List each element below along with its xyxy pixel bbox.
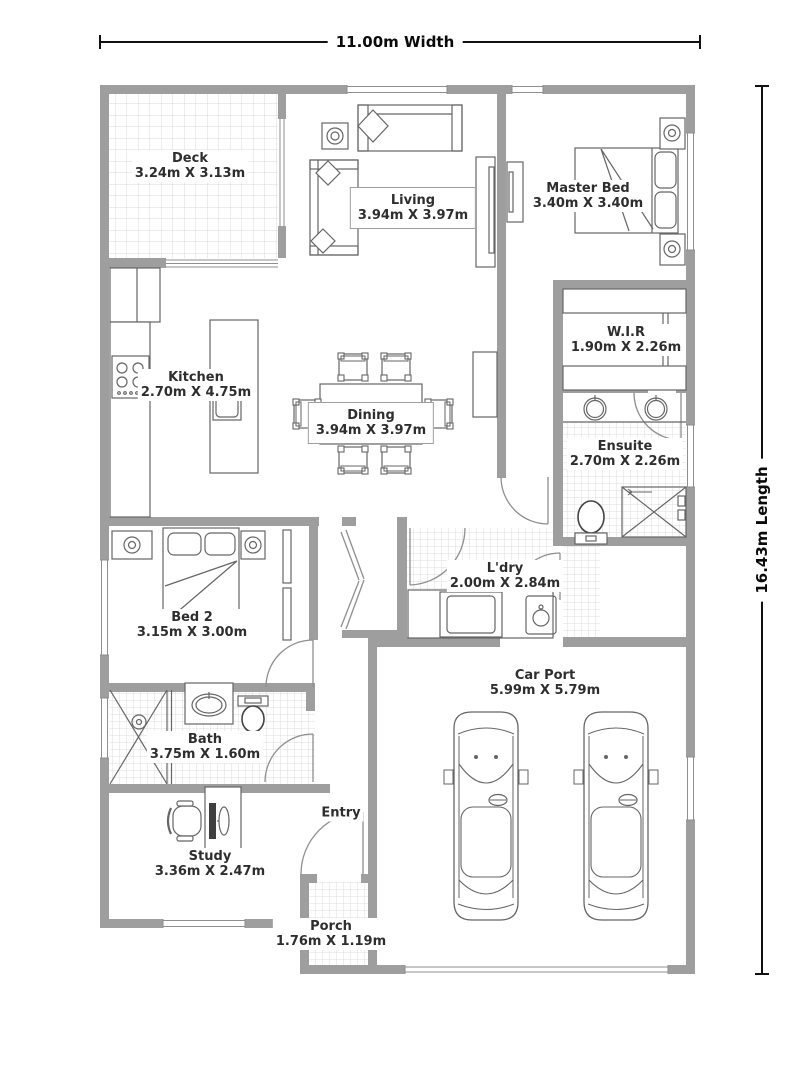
garage-door-opening	[405, 965, 668, 974]
window-study-bottom	[163, 919, 245, 928]
room-name: Bath	[187, 732, 223, 747]
room-name: L'dry	[486, 561, 524, 576]
room-size: 3.40m X 3.40m	[532, 196, 644, 211]
room-label-study	[152, 848, 268, 880]
room-size: 2.70m X 4.75m	[140, 385, 252, 400]
room-label-entry	[318, 805, 363, 822]
deck-glass-wall	[280, 119, 284, 226]
room-name: Dining	[347, 408, 395, 423]
room-label-dining	[308, 402, 434, 444]
room-size: 1.90m X 2.26m	[570, 340, 682, 355]
window-carport-right	[686, 757, 695, 820]
window-living-top	[347, 85, 447, 94]
room-label-kitchen	[138, 369, 254, 401]
ensuite-shower-icon	[622, 487, 686, 537]
room-name: Living	[390, 193, 436, 208]
room-size: 2.70m X 2.26m	[569, 454, 681, 469]
room-label-bath	[147, 731, 263, 763]
room-size: 3.94m X 3.97m	[315, 423, 427, 438]
hall-door	[501, 477, 548, 524]
hall-double-doors	[341, 530, 364, 629]
room-size: 3.36m X 2.47m	[154, 864, 266, 879]
room-size: 3.15m X 3.00m	[136, 625, 248, 640]
room-name: Entry	[321, 805, 361, 821]
ensuite-toilet-icon	[575, 501, 607, 544]
room-label-porch	[273, 918, 389, 950]
room-size: 3.75m X 1.60m	[149, 747, 261, 762]
room-name: Ensuite	[597, 439, 653, 454]
room-label-carport	[487, 667, 603, 699]
room-name: Bed 2	[171, 610, 213, 625]
room-name: W.I.R	[606, 325, 646, 340]
room-size: 5.99m X 5.79m	[489, 683, 601, 698]
room-size: 3.24m X 3.13m	[134, 166, 246, 181]
room-label-living	[350, 187, 476, 229]
room-label-laundry	[447, 560, 563, 592]
bed2-wardrobe-icon	[283, 530, 291, 640]
room-label-ensuite	[567, 438, 683, 470]
room-label-deck	[132, 150, 248, 182]
width-dimension-label: 11.00m Width	[328, 33, 463, 51]
length-dimension-label: 16.43m Length	[753, 458, 771, 601]
room-name: Porch	[310, 919, 352, 934]
sofa-icon	[358, 105, 462, 151]
window-master-top	[512, 85, 543, 94]
room-name: Deck	[172, 151, 208, 166]
room-label-bed2	[134, 609, 250, 641]
ensuite-vanity-icon	[563, 395, 686, 422]
room-size: 3.94m X 3.97m	[357, 208, 469, 223]
bed2-door	[266, 640, 313, 687]
bath-vanity-icon	[185, 683, 233, 724]
window-bed2-left	[100, 560, 109, 655]
room-name: Master Bed	[546, 181, 630, 196]
window-bath-left	[100, 698, 109, 758]
side-table-icon	[322, 123, 348, 149]
laundry-bench-icon	[408, 590, 556, 638]
room-name: Car Port	[514, 668, 576, 683]
room-size: 1.76m X 1.19m	[275, 934, 387, 949]
hall-tiles	[563, 546, 600, 637]
room-label-master-bed	[530, 180, 646, 212]
office-chair-icon	[168, 801, 201, 841]
room-name: Kitchen	[168, 370, 224, 385]
room-label-wir	[568, 324, 684, 356]
deck-sliding-door	[166, 260, 278, 267]
room-name: Study	[188, 849, 232, 864]
window-master-right	[686, 133, 695, 250]
window-ensuite-right	[686, 425, 695, 487]
room-size: 2.00m X 2.84m	[449, 576, 561, 591]
study-desk-icon	[205, 787, 241, 857]
